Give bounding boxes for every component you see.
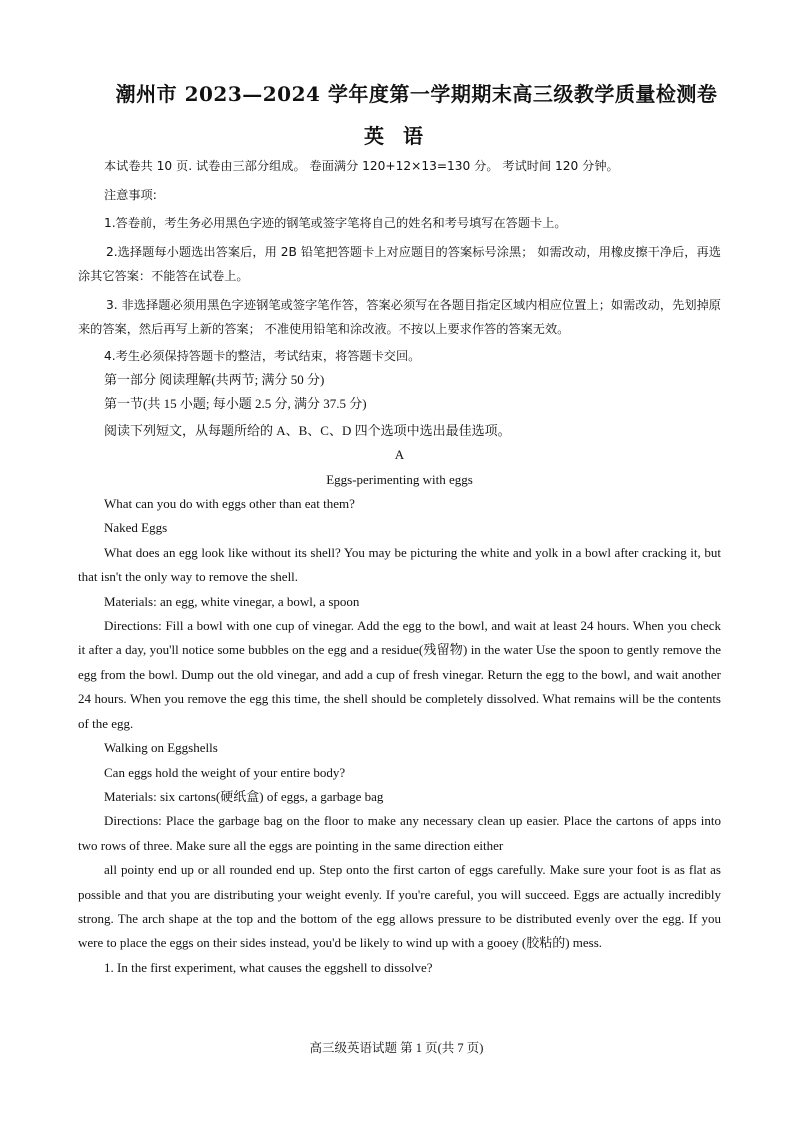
experiment-2-question: Can eggs hold the weight of your entire body? xyxy=(104,764,346,780)
passage-question: What can you do with eggs other than eat them? xyxy=(104,496,355,512)
page-title: 潮州市 2023—2024 学年度第一学期期末高三级教学质量检测卷 xyxy=(115,82,718,106)
notice-item-1: 1.答卷前，考生务必用黑色字迹的钢笔或签字笔将自己的姓名和考号填写在答题卡上。 xyxy=(104,216,567,230)
notice-item-2: 2.选择题每小题选出答案后，用 2B 铅笔把答题卡上对应题目的答案标号涂黑； 如需改动，用橡皮擦干净后，再选涂其它答案：不能答在试卷上。 xyxy=(78,244,721,283)
experiment-1-intro: What does an egg look like without its shell? You may be picturing the white and yolk in a bowl after cracking it, but that isn't the only way to remove the shell. xyxy=(78,544,721,585)
document-body xyxy=(78,154,721,980)
experiment-2-directions: Directions: Place the garbage bag on the floor to make any necessary clean up easier. Place the cartons of apps into two rows of three. Make sure all the eggs are pointing in the same direction either xyxy=(78,813,721,853)
passage-title: Eggs-perimenting with eggs xyxy=(326,471,473,487)
part1-heading: 第一部分 阅读理解(共两节; 满分 50 分) xyxy=(104,372,325,387)
notice-item-4: 4.考生必须保持答题卡的整洁，考试结束，将答题卡交回。 xyxy=(104,348,421,363)
experiment-2-title: Walking on Eggshells xyxy=(104,740,218,756)
experiment-2-directions-continued: all pointy end up or all rounded end up. Step onto the first carton of eggs carefully. Make sure your foot is as flat as possible and that you are distributing your weight evenly. If you're careful, you will succeed. Eggs are actually incredibly strong. The arch shape at the top and the bottom of the egg allows pressure to be distributed evenly over the egg. If you were to place the eggs on their sides instead, you'd be likely to wind up with a gooey (胶粘的) mess. xyxy=(78,862,721,951)
experiment-2-materials: Materials: six cartons(硬纸盒) of eggs, a garbage bag xyxy=(104,788,384,804)
page-footer: 高三级英语试题 第 1 页(共 7 页) xyxy=(309,1041,484,1055)
exam-info: 本试卷共 10 页. 试卷由三部分组成。 卷面满分 120+12×13=130 分。 考试时间 120 分钟。 xyxy=(104,159,619,173)
passage-letter: A xyxy=(394,447,405,463)
experiment-1-materials: Materials: an egg, white vinegar, a bowl, a spoon xyxy=(104,593,360,609)
notice-heading: 注意事项: xyxy=(104,187,157,202)
section1-heading: 第一节(共 15 小题; 每小题 2.5 分, 满分 37.5 分) xyxy=(104,396,367,412)
notice-item-3: 3. 非选择题必须用黑色字迹钢笔或签字笔作答，答案必须写在各题目指定区域内相应位置上；如需改动，先划掉原来的答案，然后再写上新的答案； 不准使用铅笔和涂改液。不按以上要求作答的答案无效。 xyxy=(78,297,721,336)
section-instruction: 阅读下列短文，从每题所给的 A、B、C、D 四个选项中选出最佳选项。 xyxy=(104,422,511,438)
experiment-1-directions: Directions: Fill a bowl with one cup of vinegar. Add the egg to the bowl, and wait at least 24 hours. When you check it after a day, you'll notice some bubbles on the egg and a residue(残留物) in the water Use the spoon to gently remove the egg from the bowl. Dump out the old vinegar, and add a cup of fresh vinegar. Return the egg to the bowl, and wait another 24 hours. When you remove the egg this time, the shell should be completely dissolved. What remains will be the contents of the egg. xyxy=(78,618,721,731)
subject-title: 英 语 xyxy=(364,124,429,148)
question-1: 1. In the first experiment, what causes the eggshell to dissolve? xyxy=(104,959,433,975)
experiment-1-title: Naked Eggs xyxy=(104,520,168,536)
